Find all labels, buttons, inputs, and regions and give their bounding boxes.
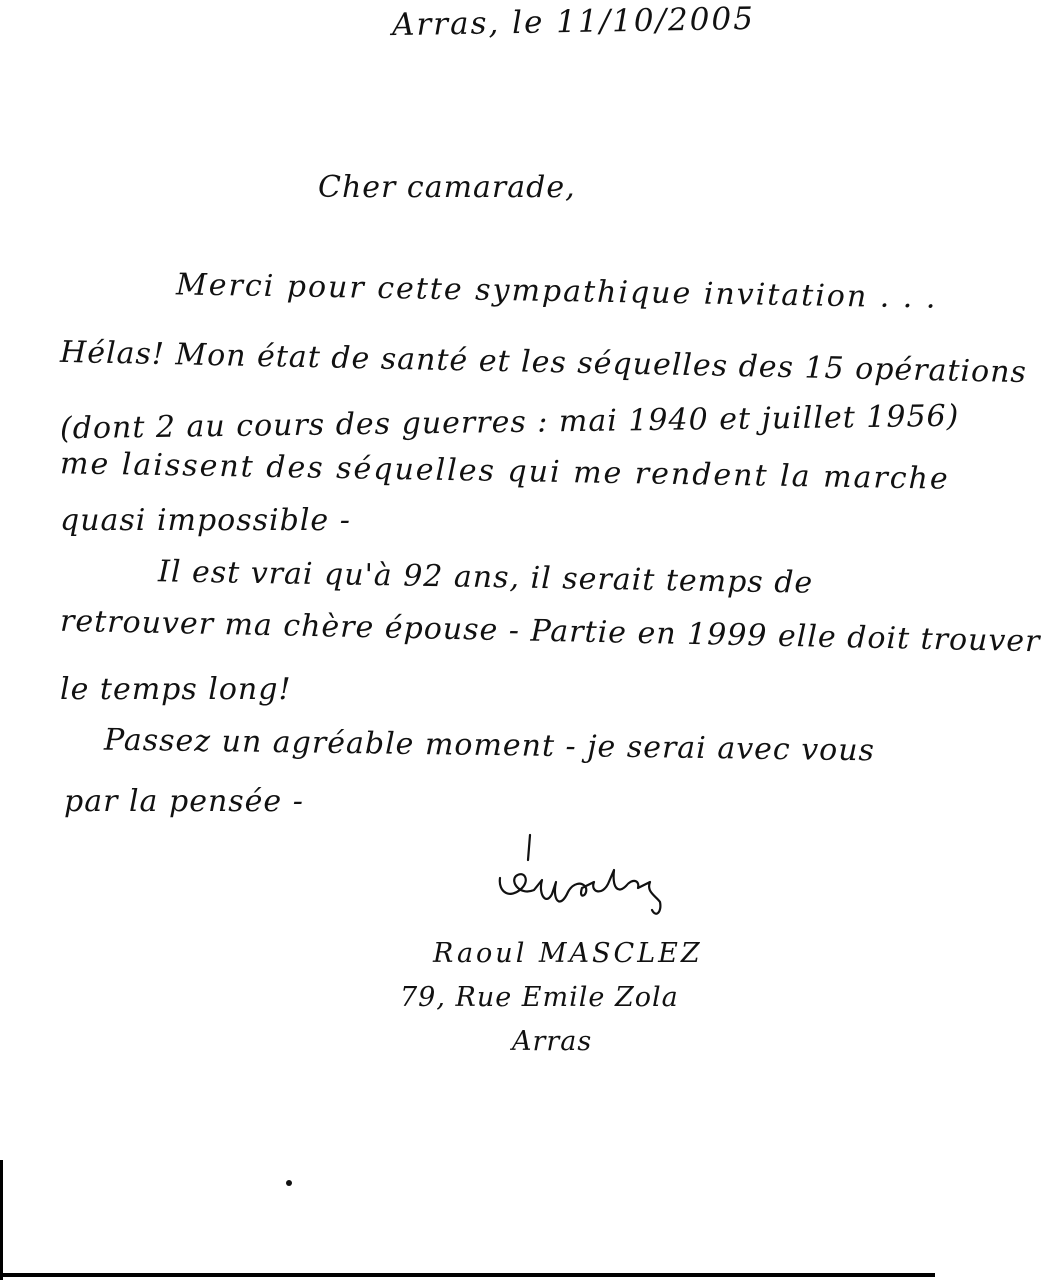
letter-line-9: Passez un agréable moment - je serai avec vous [103, 722, 876, 769]
letter-line-1: Merci pour cette sympathique invitation . . . [175, 267, 938, 316]
scan-edge-left [0, 1160, 3, 1280]
greeting: Cher camarade, [318, 170, 576, 205]
ink-dot [286, 1180, 292, 1186]
letter-line-3: (dont 2 au cours des guerres : mai 1940 et juillet 1956) [59, 398, 960, 447]
letter-line-2: Hélas! Mon état de santé et les séquelles des 15 opérations [59, 334, 1028, 391]
letter-line-8: le temps long! [60, 672, 292, 707]
signatory-name: Raoul MASCLEZ [433, 938, 703, 969]
handwritten-signature [490, 830, 670, 920]
letter-line-10: par la pensée - [64, 784, 304, 819]
date-line: Arras, le 11/10/2005 [391, 0, 756, 44]
signatory-city: Arras [512, 1026, 593, 1057]
letter-line-7: retrouver ma chère épouse - Partie en 1999 elle doit trouver [59, 603, 1041, 660]
letter-line-4: me laissent des séquelles qui me rendent la marche [59, 446, 950, 497]
letter-line-5: quasi impossible - [60, 503, 351, 538]
signatory-address: 79, Rue Emile Zola [400, 982, 679, 1013]
scan-edge-bottom [0, 1273, 935, 1277]
letter-line-6: Il est vrai qu'à 92 ans, il serait temps de [157, 554, 814, 601]
